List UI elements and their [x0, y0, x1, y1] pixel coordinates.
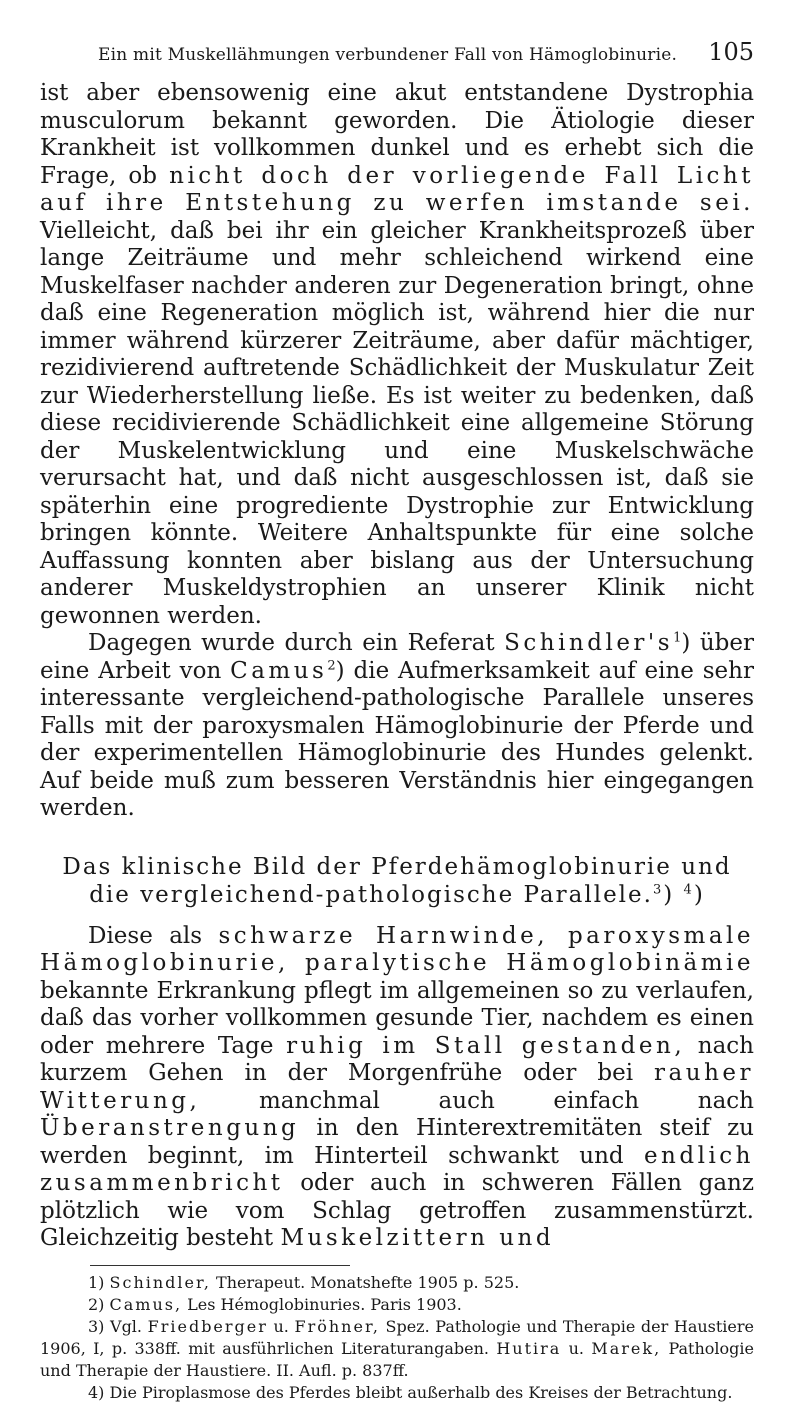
body-text [40, 80, 754, 1253]
footnote-ref-4: 4 [683, 881, 694, 897]
footnote-ref-2: 2 [327, 657, 336, 673]
footnote-4-number: 4) [88, 1382, 105, 1402]
p3-text-6: oder auch in schweren Fällen ganz plötzlich wie vom Schlag getroffen zusammenstürzt. Gleichzeitig besteht [40, 1170, 754, 1251]
p1-text-2: Vielleicht, daß bei ihr ein gleicher Krankheitsprozeß über lange Zeiträume und mehr schleichend wirkend eine Muskelfaser nachder anderen zur Degeneration bringt, ohne daß eine Regeneration möglich ist, während hier die nur immer während kürzerer Zeiträume, aber dafür mächtiger, rezidivierend auftretende Schädlichkeit der Muskulatur Zeit zur Wiederherstellung ließe. Es ist weiter zu bedenken, daß diese recidivierende Schädlichkeit eine allgemeine Störung der Muskelentwicklung und eine Muskelschwäche verursacht hat, und daß nicht ausgeschlossen ist, daß sie späterhin eine progrediente Dystrophie zur Entwicklung bringen könnte. Weitere Anhaltspunkte für eine solche Auffassung konnten aber bislang aus der Untersuchung anderer Muskeldystrophien an unserer Klinik nicht gewonnen werden. [40, 217, 754, 629]
footnote-1-author: Schindler, [109, 1272, 211, 1292]
p2-text-1: Dagegen wurde durch ein Referat [88, 630, 505, 656]
footnote-3 [40, 1316, 754, 1382]
p3-text-2: bekannte Erkrankung pflegt im allgemeinen so zu verlaufen, daß das vorher vollkommen gesunde Tier, nachdem es einen oder mehrere Tage [40, 977, 754, 1059]
footnote-3-author-4: Marek, [591, 1338, 662, 1358]
running-head [40, 38, 754, 74]
footnotes [40, 1272, 754, 1404]
footnote-1-number: 1) [88, 1272, 105, 1292]
paragraph-3 [40, 923, 754, 1253]
footnote-3-author-2: Fröhner, [294, 1316, 380, 1336]
footnote-4-text: Die Piroplasmose des Pferdes bleibt außerhalb des Kreises der Betrachtung. [104, 1382, 733, 1402]
footnote-3-mid-3: u. [561, 1338, 592, 1358]
footnote-4 [40, 1382, 754, 1404]
p2-text-2: über eine Arbeit von [40, 630, 754, 684]
footnote-1-text: Therapeut. Monatshefte 1905 p. 525. [210, 1272, 520, 1292]
p3-spaced-6: Muskelzittern und [280, 1225, 555, 1251]
footnote-2-number: 2) [88, 1294, 105, 1314]
footnote-divider [90, 1265, 350, 1266]
footnote-2-text: Les Hémoglobinuries. Paris 1903. [182, 1294, 462, 1314]
section-heading-text: Das klinische Bild der Pferdehämoglobinurie und die vergleichend-pathologische Parallele. [62, 853, 732, 908]
footnote-ref-3: 3 [652, 881, 664, 897]
p3-text-5: in den Hinterextremitäten steif zu werden beginnt, im Hinterteil schwankt und [40, 1115, 754, 1169]
p3-text-4: manchmal auch einfach nach [200, 1087, 754, 1114]
footnote-ref-1: 1 [673, 630, 682, 646]
p3-spaced-2: ruhig im Stall gestanden, [286, 1032, 686, 1059]
p3-spaced-4: Überanstrengung [40, 1115, 300, 1141]
p3-spaced-3: rauher Witterung, [40, 1060, 754, 1114]
paragraph-1 [40, 80, 754, 630]
p3-text-1: Diese als [88, 922, 219, 949]
section-heading: Das klinische Bild der Pferdehämoglobinurie und die vergleichend-pathologische Parallele.$^3$) $^4$) [62, 853, 732, 908]
p3-spaced-1: schwarze Harnwinde, paroxysmale Hämoglobinurie, paralytische Hämoglobinämie [40, 922, 754, 976]
footnote-3-mid-2: Spez. Pathologie und Therapie der Haustiere 1906, I, p. 338ff. mit ausführlichen Literaturangaben. [40, 1316, 755, 1358]
footnote-3-author-3: Hutira [496, 1338, 562, 1358]
footnote-3-text: Pathologie und Therapie der Haustiere. II. Aufl. p. 837ff. [40, 1338, 754, 1380]
p2-text-3: die Aufmerksamkeit auf eine sehr interessante vergleichend-pathologische Parallele unseres Falls mit der paroxysmalen Hämoglobinurie der Pferde und der experimentellen Hämoglobinurie des Hundes gelenkt. Auf beide muß zum besseren Verständnis hier eingegangen werden. [40, 657, 754, 821]
p3-text-3: nach kurzem Gehen in der Morgenfrühe oder bei [40, 1032, 754, 1086]
footnote-3-number: 3) [88, 1316, 105, 1336]
footnote-3-mid-1: u. [267, 1316, 295, 1336]
p3-spaced-5: endlich zusammenbricht [40, 1142, 754, 1196]
paragraph-2: Dagegen wurde durch ein Referat $Schindler's^1$) über eine Arbeit von Camus$^2$) die Aufmerksamkeit auf eine sehr interessante vergleichend-pathologische Parallele unseres Falls mit der paroxysmalen Hämoglobinurie der Pferde und der experimentellen Hämoglobinurie des Hundes gelenkt. Auf beide muß zum besseren Verständnis hier eingegangen werden. [40, 630, 754, 821]
footnote-2-author: Camus, [109, 1294, 183, 1314]
page-number: 105 [708, 38, 754, 66]
footnote-3-pre: Vgl. [104, 1316, 148, 1336]
p2-author-camus: Camus [230, 657, 328, 684]
p1-text-1: ist aber ebensowenig eine akut entstandene Dystrophia musculorum bekannt geworden. Die Ätiologie dieser Krankheit ist vollkommen dunkel und es erhebt sich die Frage, ob [40, 80, 754, 189]
p1-spaced-1: nicht doch der vorliegende Fall Licht auf ihre Entstehung zu werfen imstande sei. [40, 162, 754, 216]
running-title: Ein mit Muskellähmungen verbundener Fall von Hämoglobinurie. [98, 45, 678, 65]
footnote-3-author-1: Friedberger [147, 1316, 268, 1336]
footnote-1 [40, 1272, 754, 1294]
footnote-2 [40, 1294, 754, 1316]
p2-author-schindler: Schindler's [504, 630, 674, 656]
